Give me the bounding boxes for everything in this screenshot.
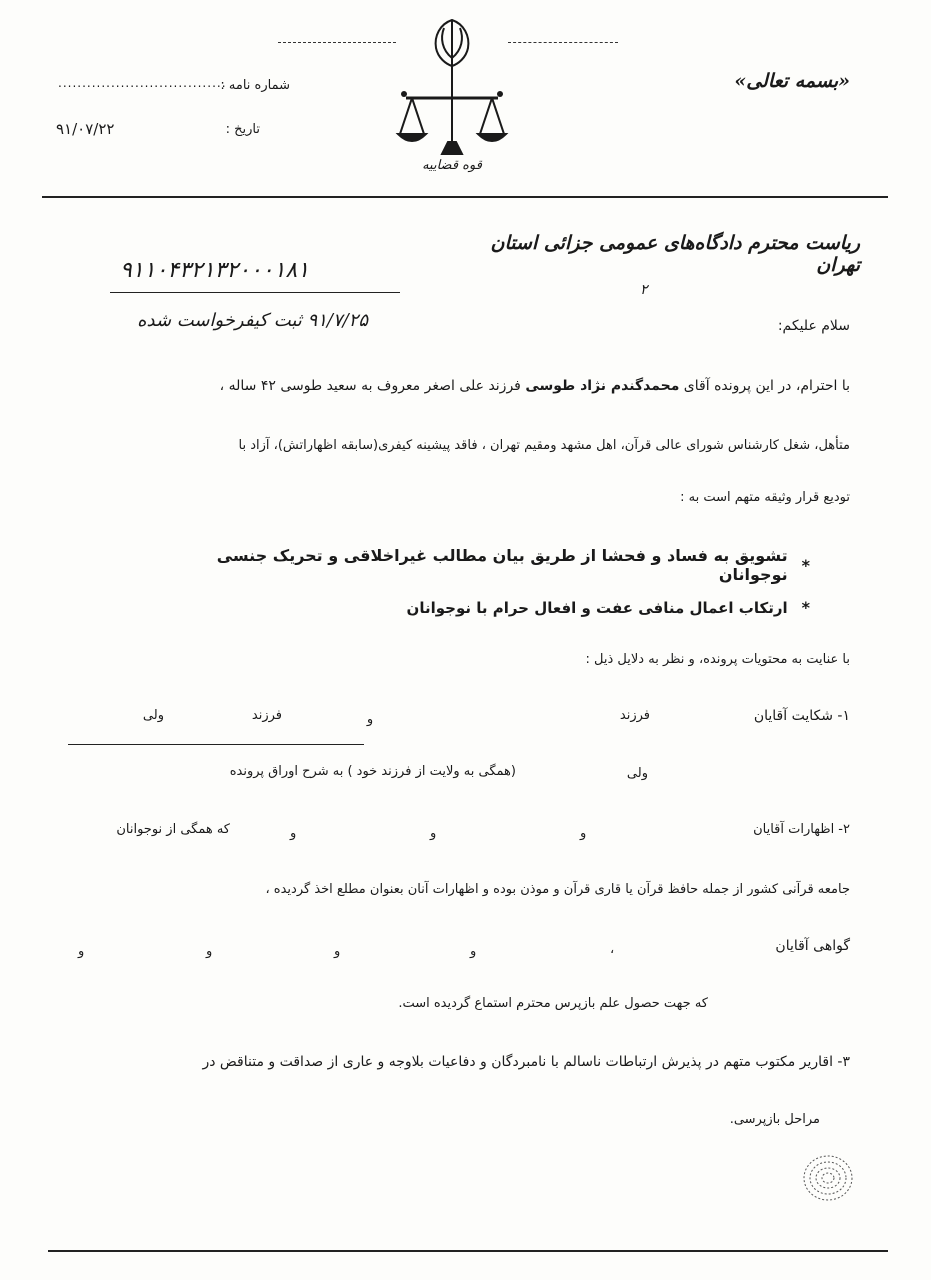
charge-2-text: ارتکاب اعمال منافی عفت و افعال حرام با نوجوانان xyxy=(406,598,788,617)
item-1-vali-2: ولی xyxy=(626,766,648,781)
emblem-caption: قوه قضاییه xyxy=(422,158,482,173)
handwritten-underline xyxy=(110,292,400,293)
charge-1 xyxy=(150,546,810,584)
item-1-farzand: فرزند xyxy=(619,708,650,723)
invocation-heading: «بسمه تعالی» xyxy=(734,70,850,92)
letter-number-label: شماره نامه : xyxy=(220,78,290,93)
accused-name: محمدگندم نژاد طوسی xyxy=(525,378,680,394)
item-2-va-1: و xyxy=(580,826,587,841)
item-1-line-2: (همگی به ولایت از فرزند خود ) به شرح اوراق پرونده xyxy=(229,764,516,779)
item-2-va-2: و xyxy=(430,826,437,841)
item-3-line-2: مراحل بازپرسی. xyxy=(729,1112,820,1127)
item-1-vali: ولی xyxy=(142,708,164,723)
paragraph-1-line-1 xyxy=(80,378,850,394)
item-1-farzand-2: فرزند xyxy=(251,708,282,723)
witness-sep-5: و xyxy=(78,944,85,959)
paragraph-1-line-2: متأهل، شغل کارشناس شورای عالی قرآن، اهل مشهد ومقیم تهران ، فاقد پیشینه کیفری(سابقه اظهاراتش)، آزاد با xyxy=(238,438,850,453)
letter-number-value: ................................... xyxy=(58,76,227,90)
item-1-va: و xyxy=(366,712,374,727)
item-2-va-3: و xyxy=(290,826,297,841)
item-1-label: ۱- شکایت آقایان xyxy=(753,708,850,724)
greeting: سلام علیکم: xyxy=(777,318,850,334)
charge-2 xyxy=(300,598,810,617)
para1-intro: با احترام، در این پرونده آقای xyxy=(679,378,850,394)
item-3-line-1: ۳- اقاریر مکتوب متهم در پذیرش ارتباطات ناسالم با نامبردگان و دفاعیات بلاوجه و عاری از صداقت و متناقض در xyxy=(202,1054,850,1070)
item-2-line-2: جامعه قرآنی کشور از جمله حافظ قرآن یا قاری قرآن و موذن بوده و اظهارات آنان بعنوان مطلع اخذ گردیده ، xyxy=(265,882,850,897)
item-2-label: ۲- اظهارات آقایان xyxy=(753,822,850,837)
recipient-heading: ریاست محترم دادگاه‌های عمومی جزائی استان تهران xyxy=(490,232,860,276)
date-label: تاریخ : xyxy=(225,122,260,137)
top-dash-left xyxy=(278,42,396,43)
para1-intro-tail: فرزند علی اصغر معروف به سعید طوسی ۴۲ ساله ، xyxy=(219,378,526,394)
item-2-tail: که همگی از نوجوانان xyxy=(116,822,230,837)
reasons-intro: با عنایت به محتویات پرونده، و نظر به دلایل ذیل : xyxy=(585,652,850,667)
witness-label: گواهی آقایان xyxy=(775,938,850,954)
witness-sep-1: ، xyxy=(610,942,615,957)
handwritten-registration-note: ۹۱/۷/۲۵ ثبت کیفرخواست شده xyxy=(137,310,368,331)
header-divider xyxy=(42,196,888,198)
witness-sep-3: و xyxy=(334,944,341,959)
date-value: ۹۱/۰۷/۲۲ xyxy=(56,120,115,138)
handwritten-page-mark: ۲ xyxy=(640,282,648,298)
footer-divider xyxy=(48,1250,888,1252)
fingerprint-icon xyxy=(800,1150,856,1206)
judiciary-emblem-icon xyxy=(396,14,508,182)
witness-sep-2: و xyxy=(470,944,477,959)
paragraph-1-line-3: تودیع قرار وثیقه متهم است به : xyxy=(680,490,850,505)
top-dash-right xyxy=(508,42,618,43)
witness-line-2: که جهت حصول علم بازپرس محترم استماع گردیده است. xyxy=(398,996,708,1011)
item-1-blank-line xyxy=(68,744,364,745)
bullet-star-icon: * xyxy=(801,598,810,617)
witness-sep-4: و xyxy=(206,944,213,959)
handwritten-file-number: ۹۱۱۰۴۳۲۱۳۲۰۰۰۱۸۱ xyxy=(120,258,310,283)
bullet-star-icon: * xyxy=(801,555,810,575)
charge-1-text: تشویق به فساد و فحشا از طریق بیان مطالب غیراخلاقی و تحریک جنسی نوجوانان xyxy=(216,546,788,584)
